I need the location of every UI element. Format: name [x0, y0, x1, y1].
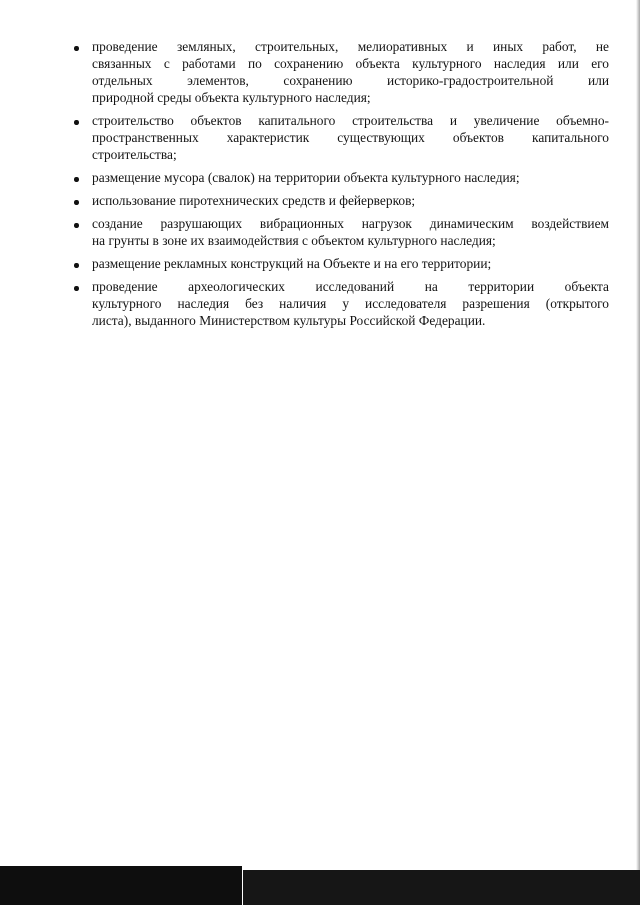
list-item [64, 38, 609, 106]
list-item-text [92, 255, 609, 272]
text-line: листа), выданного Министерством культуры Российской Федерации. [92, 313, 486, 328]
text-line: на грунты в зоне их взаимодействия с объектом культурного наследия; [92, 233, 496, 248]
text-line: природной среды объекта культурного наследия; [92, 90, 371, 105]
list-item-text [92, 215, 609, 249]
text-line: отдельных элементов, сохранению историко-градостроительной или [92, 73, 609, 88]
bullet-icon [74, 263, 79, 268]
scan-shadow-right [636, 0, 640, 905]
bullet-icon [74, 200, 79, 205]
text-line: размещение мусора (свалок) на территории объекта культурного наследия; [92, 170, 520, 185]
text-line: проведение земляных, строительных, мелиоративных и иных работ, не [92, 39, 609, 54]
list-item [64, 112, 609, 163]
text-line: размещение рекламных конструкций на Объекте и на его территории; [92, 256, 492, 271]
list-item [64, 192, 609, 209]
list-item-text [92, 192, 609, 209]
text-line: строительства; [92, 147, 177, 162]
list-item [64, 215, 609, 249]
bullet-icon [74, 286, 79, 291]
list-item [64, 278, 609, 329]
scan-shadow-bottom-left [0, 866, 242, 905]
list-item-text [92, 278, 609, 329]
restrictions-list [64, 38, 609, 335]
text-line: создание разрушающих вибрационных нагрузок динамическим воздействием [92, 216, 609, 231]
bullet-icon [74, 223, 79, 228]
text-line: строительство объектов капитального строительства и увеличение объемно- [92, 113, 609, 128]
list-item-text [92, 112, 609, 163]
scan-shadow-bottom-right [243, 870, 640, 905]
text-line: связанных с работами по сохранению объекта культурного наследия или его [92, 56, 609, 71]
bullet-icon [74, 120, 79, 125]
list-item [64, 169, 609, 186]
text-line: пространственных характеристик существующих объектов капитального [92, 130, 609, 145]
list-item-text [92, 38, 609, 106]
bullet-icon [74, 177, 79, 182]
list-item [64, 255, 609, 272]
text-line: использование пиротехнических средств и фейерверков; [92, 193, 416, 208]
bullet-icon [74, 46, 79, 51]
text-line: культурного наследия без наличия у исследователя разрешения (открытого [92, 296, 609, 311]
list-item-text [92, 169, 609, 186]
text-line: проведение археологических исследований на территории объекта [92, 279, 609, 294]
